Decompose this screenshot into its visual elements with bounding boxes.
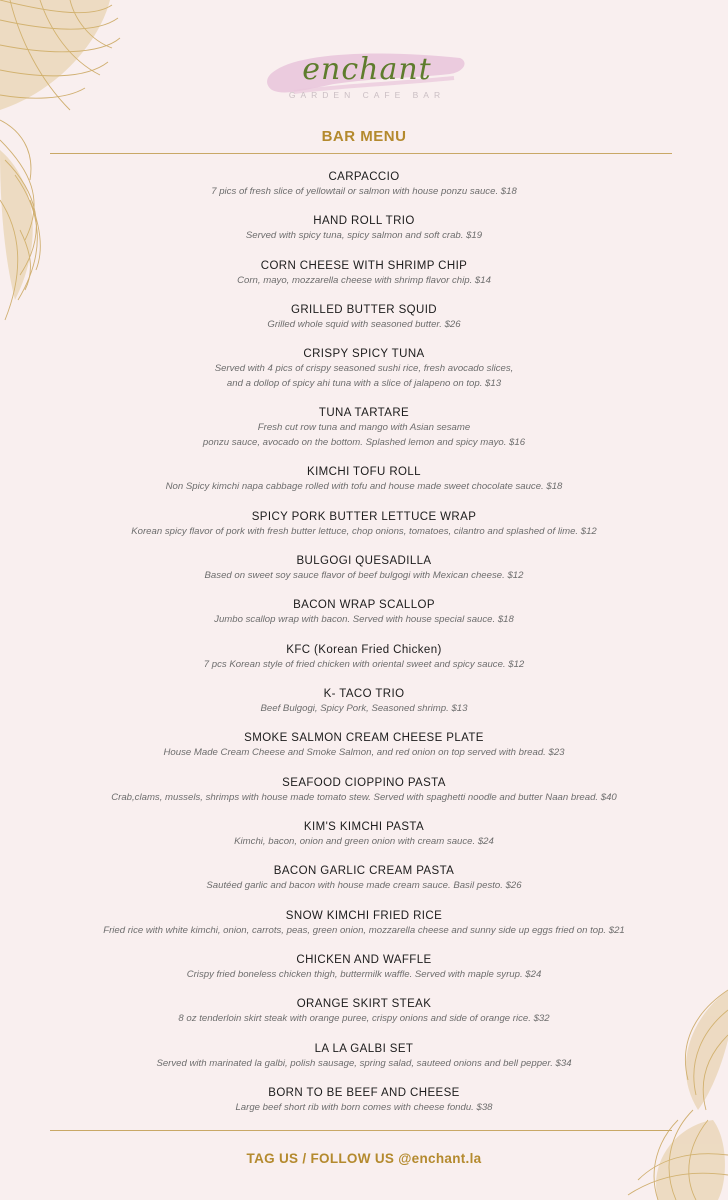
- logo-tagline: GARDEN CAFE BAR: [288, 90, 446, 100]
- item-name: KIM'S KIMCHI PASTA: [303, 820, 425, 833]
- item-name: SEAFOOD CIOPPINO PASTA: [282, 776, 446, 789]
- item-name: CARPACCIO: [328, 171, 400, 183]
- item-description: Korean spicy flavor of pork with fresh butter lettuce, chop onions, tomatoes, cilantro and splashed of lime. $12: [131, 525, 597, 537]
- menu-item: [0, 554, 728, 598]
- menu-item: [0, 598, 728, 642]
- menu-item: [0, 214, 728, 258]
- menu-item: [0, 731, 728, 775]
- item-name: BACON GARLIC CREAM PASTA: [273, 865, 455, 878]
- item-description: 7 pics of fresh slice of yellowtail or salmon with house ponzu sauce. $18: [211, 186, 517, 197]
- menu-item: [0, 259, 728, 303]
- item-name: ORANGE SKIRT STEAK: [296, 998, 432, 1011]
- menu-item: [0, 1086, 728, 1130]
- item-description: Served with 4 pics of crispy seasoned sushi rice, fresh avocado slices, and a dollop of spicy ahi tuna with a slice of jalapeno on top. $13: [214, 363, 514, 389]
- item-description: Large beef short rib with born comes with cheese fondu. $38: [235, 1101, 493, 1113]
- item-description: Fried rice with white kimchi, onion, carrots, peas, green onion, mozzarella cheese and sunny side up eggs fried on top. $21: [103, 924, 625, 936]
- item-description: Beef Bulgogi, Spicy Pork, Seasoned shrimp. $13: [260, 702, 468, 714]
- item-description: Jumbo scallop wrap with bacon. Served with house special sauce. $18: [214, 614, 514, 626]
- item-name: BULGOGI QUESADILLA: [296, 554, 432, 567]
- item-name: CHICKEN AND WAFFLE: [296, 953, 432, 966]
- item-description: 7 pcs Korean style of fried chicken with oriental sweet and spicy sauce. $12: [203, 658, 525, 670]
- menu-item: [0, 465, 728, 509]
- item-description: Crispy fried boneless chicken thigh, buttermilk waffle. Served with maple syrup. $24: [186, 968, 542, 980]
- menu-item: [0, 909, 728, 953]
- item-name: BORN TO BE BEEF AND CHEESE: [268, 1086, 460, 1099]
- item-name: SMOKE SALMON CREAM CHEESE PLATE: [244, 732, 484, 745]
- menu-item: [0, 776, 728, 820]
- logo-wordmark: enchant: [302, 52, 432, 87]
- menu-item: [0, 347, 728, 406]
- item-name: HAND ROLL TRIO: [313, 215, 415, 228]
- item-name: LA LA GALBI SET: [314, 1042, 414, 1055]
- menu-item: [0, 864, 728, 908]
- item-description: Sautéed garlic and bacon with house made cream sauce. Basil pesto. $26: [206, 880, 522, 892]
- item-name: SPICY PORK BUTTER LETTUCE WRAP: [251, 510, 477, 523]
- item-description: Based on sweet soy sauce flavor of beef bulgogi with Mexican cheese. $12: [204, 569, 524, 581]
- divider: [50, 153, 672, 154]
- item-description: Served with spicy tuna, spicy salmon and soft crab. $19: [245, 230, 483, 242]
- social-footer: TAG US / FOLLOW US @enchant.la: [246, 1151, 482, 1166]
- item-name: BACON WRAP SCALLOP: [293, 599, 435, 612]
- menu-item: [0, 997, 728, 1041]
- item-name: SNOW KIMCHI FRIED RICE: [285, 909, 443, 922]
- item-name: TUNA TARTARE: [318, 407, 410, 420]
- menu-item: [0, 643, 728, 687]
- item-name: GRILLED BUTTER SQUID: [290, 304, 438, 317]
- item-description: Fresh cut row tuna and mango with Asian sesame ponzu sauce, avocado on the bottom. Splashed lemon and spicy mayo. $16: [202, 422, 526, 448]
- menu-item: [0, 1042, 728, 1086]
- menu-list: [0, 170, 728, 1130]
- item-description: 8 oz tenderloin skirt steak with orange puree, crispy onions and side of orange rice. $32: [178, 1013, 550, 1025]
- item-name: CRISPY SPICY TUNA: [303, 348, 425, 361]
- menu-item: [0, 303, 728, 347]
- item-name: K- TACO TRIO: [323, 687, 405, 700]
- item-description: Kimchi, bacon, onion and green onion with cream sauce. $24: [234, 835, 494, 847]
- menu-item: [0, 510, 728, 554]
- item-description: Corn, mayo, mozzarella cheese with shrimp flavor chip. $14: [237, 274, 491, 286]
- logo: [264, 38, 470, 108]
- menu-item: [0, 687, 728, 731]
- item-name: KFC (Korean Fried Chicken): [286, 643, 442, 656]
- page-title: BAR MENU: [321, 128, 407, 145]
- menu-item: [0, 170, 728, 214]
- item-name: KIMCHI TOFU ROLL: [307, 466, 421, 479]
- item-description: Served with marinated la galbi, polish sausage, spring salad, sauteed onions and bell pepper. $34: [156, 1057, 572, 1069]
- menu-item: [0, 820, 728, 864]
- menu-item: [0, 406, 728, 465]
- item-description: Grilled whole squid with seasoned butter. $26: [267, 319, 461, 331]
- item-description: House Made Cream Cheese and Smoke Salmon, and red onion on top served with bread. $23: [163, 747, 565, 759]
- menu-item: [0, 953, 728, 997]
- item-description: Crab,clams, mussels, shrimps with house made tomato stew. Served with spaghetti noodle and butter Naan bread. $40: [111, 791, 617, 803]
- divider: [50, 1130, 672, 1131]
- item-description: Non Spicy kimchi napa cabbage rolled with tofu and house made sweet chocolate sauce. $18: [165, 481, 563, 493]
- item-name: CORN CHEESE WITH SHRIMP CHIP: [260, 259, 468, 272]
